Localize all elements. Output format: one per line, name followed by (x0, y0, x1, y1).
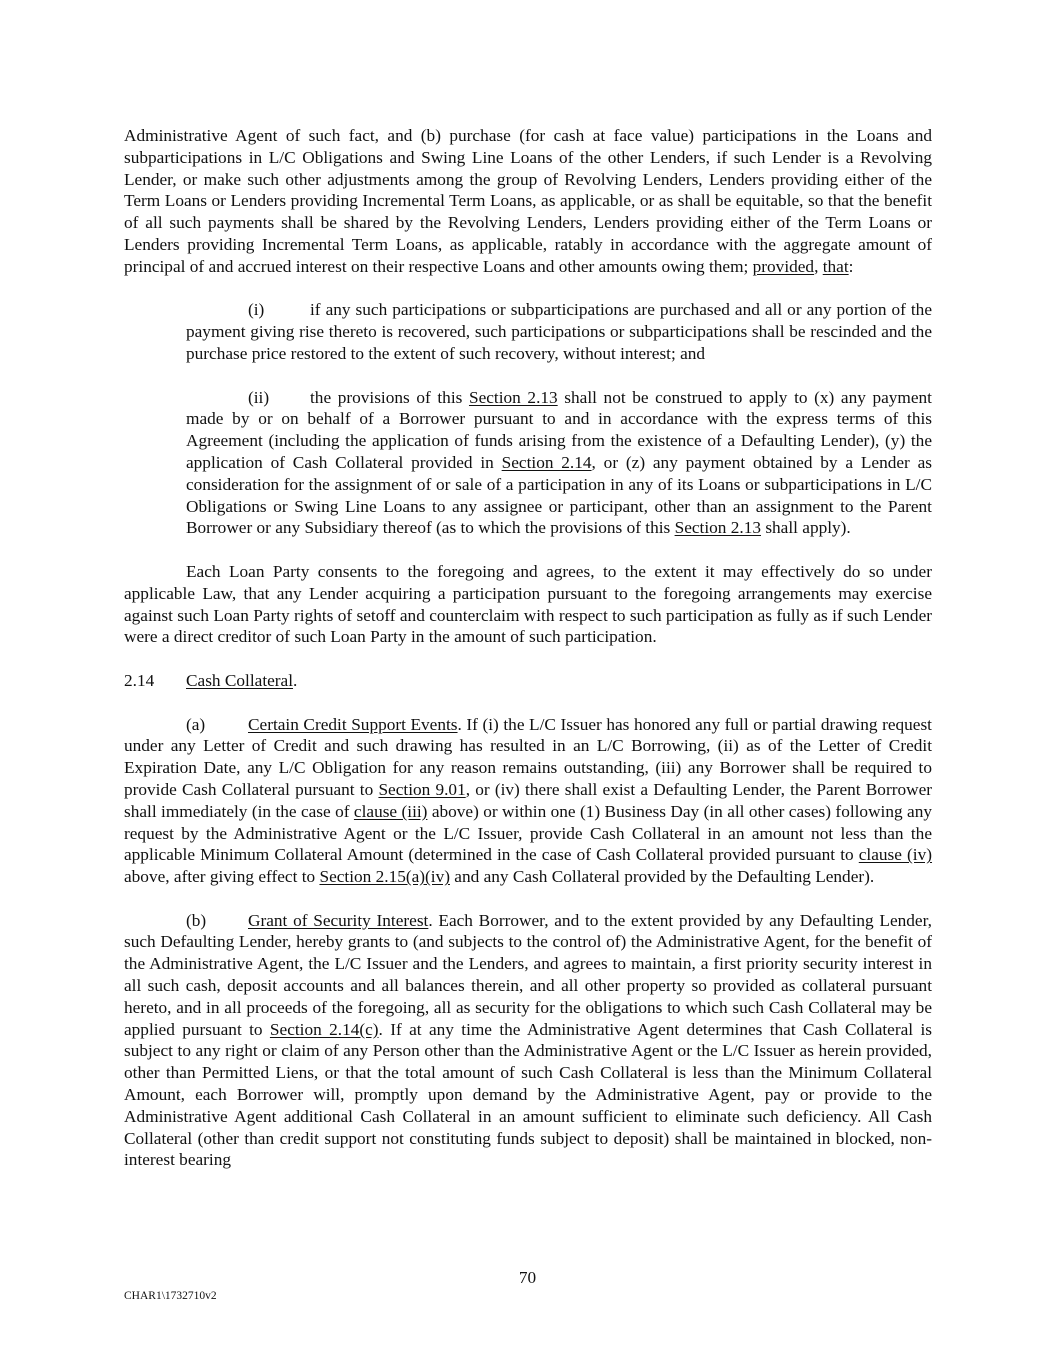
section-number: 2.14 (124, 670, 155, 690)
section-reference: Section 2.13 (468, 387, 558, 407)
section-reference: Section 2.14(c) (269, 1019, 379, 1039)
that-term: that (822, 256, 849, 276)
section-reference: Section 2.13 (674, 518, 761, 538)
subsection-a: (a) Certain Credit Support Events. If (i) the L/C Issuer has honored any full or partial drawing request under any Letter of Credit and such drawing has resulted in an L/C Borrowing, (ii) as of the Letter of Credit Expiration Date, any L/C Obligation for any reason remains outstanding, (iii) any Borrower shall be required to provide Cash Collateral pursuant to Section 9.01, or (iv) there shall exist a Defaulting Lender, the Parent Borrower shall immediately (in the case of clause (iii) above) or within one (1) Business Day (in all other cases) following any request by the Administrative Agent or the L/C Issuer, provide Cash Collateral in an amount not less than the applicable Minimum Collateral Amount (determined in the case of Cash Collateral provided pursuant to clause (iv) above, after giving effect to Section 2.15(a)(iv) and any Cash Collateral provided by the Defaulting Lender). (124, 714, 933, 887)
proviso-list (186, 299, 932, 539)
subsection-heading: Grant of Security Interest (248, 910, 429, 930)
section-title: Cash Collateral (186, 670, 294, 690)
subsection-heading: Certain Credit Support Events (248, 714, 458, 734)
section-reference: Section 9.01 (378, 779, 466, 799)
proviso-item-ii: (ii) the provisions of this Section 2.13 shall not be construed to apply to (x) any payment made by or on behalf of a Borrower pursuant to and in accordance with the express terms of this Agreement (including the application of funds arising from the existence of a Defaulting Lender), (y) the application of Cash Collateral provided in Section 2.14, or (z) any payment obtained by a Lender as consideration for the assignment of or sale of a participation in any of its Loans or subparticipations in L/C Obligations or Swing Line Loans to any assignee or participant, other than an assignment to the Parent Borrower or any Subsidiary thereof (as to which the provisions of this Section 2.13 shall apply). (186, 387, 933, 538)
item-label: (i) (248, 300, 265, 320)
subsection-label: (a) (186, 714, 206, 734)
proviso-item-i: (i) if any such participations or subparticipations are purchased and all or any portion of the payment giving rise thereto is recovered, such participations or subparticipations shall be rescinded and the purchase price restored to the extent of such recovery, without interest; and (186, 300, 932, 363)
subsection-label: (b) (186, 910, 207, 930)
paragraph-consent: Each Loan Party consents to the foregoing and agrees, to the extent it may effectively do so under applicable Law, that any Lender acquiring a participation pursuant to the foregoing arrangements may exercise against such Loan Party rights of setoff and counterclaim with respect to such participation as fully as if such Lender were a direct creditor of such Loan Party in the amount of such participation. (124, 561, 932, 647)
document-body (124, 125, 932, 1171)
subsection-b: (b) Grant of Security Interest. Each Borrower, and to the extent provided by any Defaulting Lender, such Defaulting Lender, hereby grants to (and subjects to the control of) the Administrative Agent, for the benefit of the Administrative Agent, the L/C Issuer and the Lenders, and agrees to maintain, a first priority security interest in all such cash, deposit accounts and all balances therein, and all other property so provided as collateral pursuant hereto, and in all proceeds of the foregoing, all as security for the obligations to which such Cash Collateral may be applied pursuant to Section 2.14(c). If at any time the Administrative Agent determines that Cash Collateral is subject to any right or claim of any Person other than the Administrative Agent or the L/C Issuer as herein provided, other than Permitted Liens, or that the total amount of such Cash Collateral is less than the Minimum Collateral Amount, each Borrower will, promptly upon demand by the Administrative Agent, pay or provide to the Administrative Agent additional Cash Collateral in an amount sufficient to eliminate such deficiency. All Cash Collateral (other than credit support not constituting funds subject to deposit) shall be maintained in blocked, non-interest bearing (124, 910, 932, 1170)
document-id: CHAR1\1732710v2 (124, 1290, 217, 1302)
provided-term: provided (752, 256, 815, 276)
section-reference: Section 2.15(a)(iv) (319, 867, 450, 887)
paragraph-top: Administrative Agent of such fact, and (b) purchase (for cash at face value) participations in the Loans and subparticipations in L/C Obligations and Swing Line Loans of the other Lenders, if such Lender is a Revolving Lender, or make such other adjustments among the group of Revolving Lenders, Lenders providing either of the Term Loans or Lenders providing Incremental Term Loans, as applicable, or as shall be equitable, so that the benefit of all such payments shall be shared by the Revolving Lenders, Lenders providing either of the Term Loans or Lenders providing Incremental Term Loans, as applicable, ratably in accordance with the aggregate amount of principal of and accrued interest on their respective Loans and other amounts owing them; provided, that: (124, 126, 932, 276)
page-number: 70 (518, 1268, 537, 1287)
clause-reference: clause (iv) (858, 845, 933, 865)
section-heading-2-14: 2.14 Cash Collateral. (124, 670, 298, 690)
section-reference: Section 2.14 (501, 452, 592, 472)
clause-reference: clause (iii) (353, 801, 428, 821)
item-label: (ii) (248, 387, 270, 407)
